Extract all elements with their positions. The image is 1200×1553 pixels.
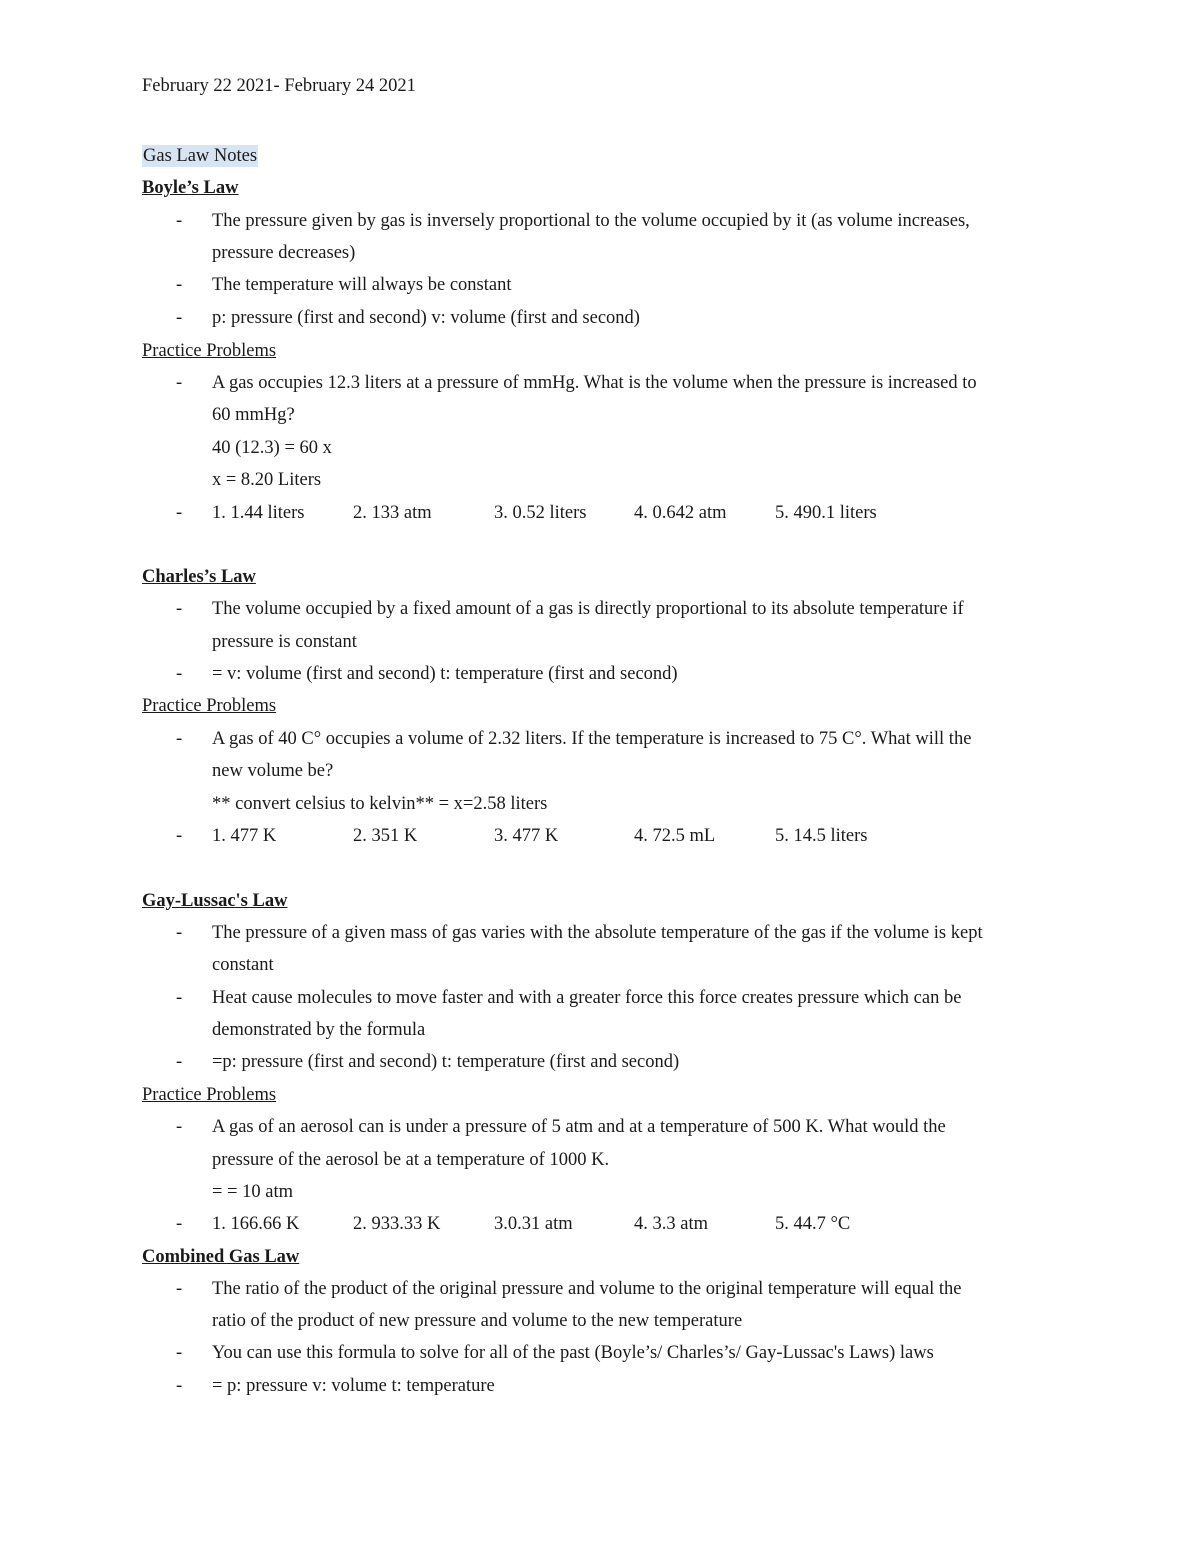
- charles-problem-1: A gas of 40 C° occupies a volume of 2.32 liters. If the temperature is increased to 75 C°. What will the: [212, 729, 972, 749]
- gay-lussac-answer-3: 3.0.31 atm: [494, 1214, 573, 1234]
- gay-lussac-practice-heading: Practice Problems: [142, 1085, 277, 1105]
- combined-bullet-1: The ratio of the product of the original pressure and volume to the original temperature will equal the: [212, 1279, 962, 1299]
- charles-heading: Charles’s Law: [142, 567, 256, 587]
- boyle-practice-heading: Practice Problems: [142, 341, 277, 361]
- gay-lussac-answer-2: 2. 933.33 K: [353, 1214, 441, 1234]
- bullet-dash: -: [176, 1117, 183, 1137]
- charles-problem-1-work: ** convert celsius to kelvin** = x=2.58 liters: [212, 794, 548, 814]
- boyle-answer-4: 4. 0.642 atm: [634, 503, 727, 523]
- gay-lussac-heading: Gay-Lussac's Law: [142, 891, 288, 911]
- bullet-dash: -: [176, 308, 183, 328]
- bullet-dash: -: [176, 1279, 183, 1299]
- bullet-dash: -: [176, 1052, 183, 1072]
- combined-bullet-2: You can use this formula to solve for all of the past (Boyle’s/ Charles’s/ Gay-Lussac's Laws) laws: [212, 1343, 934, 1363]
- charles-bullet-2: = v: volume (first and second) t: temperature (first and second): [212, 664, 678, 684]
- bullet-dash: -: [176, 826, 183, 846]
- boyle-heading: Boyle’s Law: [142, 178, 239, 198]
- gay-lussac-bullet-2: Heat cause molecules to move faster and with a greater force this force creates pressure which can be: [212, 988, 962, 1008]
- boyle-bullet-3: p: pressure (first and second) v: volume (first and second): [212, 308, 640, 328]
- boyle-answer-2: 2. 133 atm: [353, 503, 432, 523]
- combined-heading: Combined Gas Law: [142, 1247, 300, 1267]
- gay-lussac-problem-1-cont: pressure of the aerosol be at a temperature of 1000 K.: [212, 1150, 610, 1170]
- boyle-problem-1-work: 40 (12.3) = 60 x: [212, 438, 332, 458]
- charles-answer-2: 2. 351 K: [353, 826, 418, 846]
- boyle-problem-1-cont: 60 mmHg?: [212, 405, 295, 425]
- notes-title-highlight: Gas Law Notes: [143, 146, 258, 166]
- notes-title: [142, 144, 258, 168]
- boyle-bullet-1-cont: pressure decreases): [212, 243, 356, 263]
- combined-bullet-1-cont: ratio of the product of new pressure and volume to the new temperature: [212, 1311, 743, 1331]
- charles-answer-5: 5. 14.5 liters: [775, 826, 868, 846]
- charles-bullet-1-cont: pressure is constant: [212, 632, 357, 652]
- gay-lussac-problem-1-work: = = 10 atm: [212, 1182, 293, 1202]
- gay-lussac-problem-1: A gas of an aerosol can is under a pressure of 5 atm and at a temperature of 500 K. What would the: [212, 1117, 946, 1137]
- charles-answer-1: 1. 477 K: [212, 826, 277, 846]
- boyle-bullet-1: The pressure given by gas is inversely proportional to the volume occupied by it (as volume increases,: [212, 211, 970, 231]
- charles-problem-1-cont: new volume be?: [212, 761, 334, 781]
- gay-lussac-answer-4: 4. 3.3 atm: [634, 1214, 708, 1234]
- bullet-dash: -: [176, 664, 183, 684]
- boyle-problem-1: A gas occupies 12.3 liters at a pressure of mmHg. What is the volume when the pressure is increased to: [212, 373, 977, 393]
- bullet-dash: -: [176, 275, 183, 295]
- bullet-dash: -: [176, 373, 183, 393]
- bullet-dash: -: [176, 1214, 183, 1234]
- bullet-dash: -: [176, 599, 183, 619]
- charles-practice-heading: Practice Problems: [142, 696, 277, 716]
- boyle-answer-5: 5. 490.1 liters: [775, 503, 877, 523]
- charles-bullet-1: The volume occupied by a fixed amount of a gas is directly proportional to its absolute temperature if: [212, 599, 964, 619]
- gay-lussac-bullet-2-cont: demonstrated by the formula: [212, 1020, 426, 1040]
- boyle-bullet-2: The temperature will always be constant: [212, 275, 512, 295]
- gay-lussac-bullet-1-cont: constant: [212, 955, 274, 975]
- bullet-dash: -: [176, 1343, 183, 1363]
- bullet-dash: -: [176, 988, 183, 1008]
- date-range: February 22 2021- February 24 2021: [142, 76, 416, 96]
- boyle-problem-1-answer: x = 8.20 Liters: [212, 470, 322, 490]
- gay-lussac-bullet-1: The pressure of a given mass of gas varies with the absolute temperature of the gas if the volume is kept: [212, 923, 983, 943]
- bullet-dash: -: [176, 729, 183, 749]
- boyle-answer-3: 3. 0.52 liters: [494, 503, 587, 523]
- combined-bullet-3: = p: pressure v: volume t: temperature: [212, 1376, 495, 1396]
- bullet-dash: -: [176, 211, 183, 231]
- gay-lussac-answer-1: 1. 166.66 K: [212, 1214, 300, 1234]
- bullet-dash: -: [176, 503, 183, 523]
- charles-answer-4: 4. 72.5 mL: [634, 826, 716, 846]
- bullet-dash: -: [176, 1376, 183, 1396]
- bullet-dash: -: [176, 923, 183, 943]
- gay-lussac-bullet-3: =p: pressure (first and second) t: temperature (first and second): [212, 1052, 680, 1072]
- charles-answer-3: 3. 477 K: [494, 826, 559, 846]
- gay-lussac-answer-5: 5. 44.7 °C: [775, 1214, 851, 1234]
- boyle-answer-1: 1. 1.44 liters: [212, 503, 305, 523]
